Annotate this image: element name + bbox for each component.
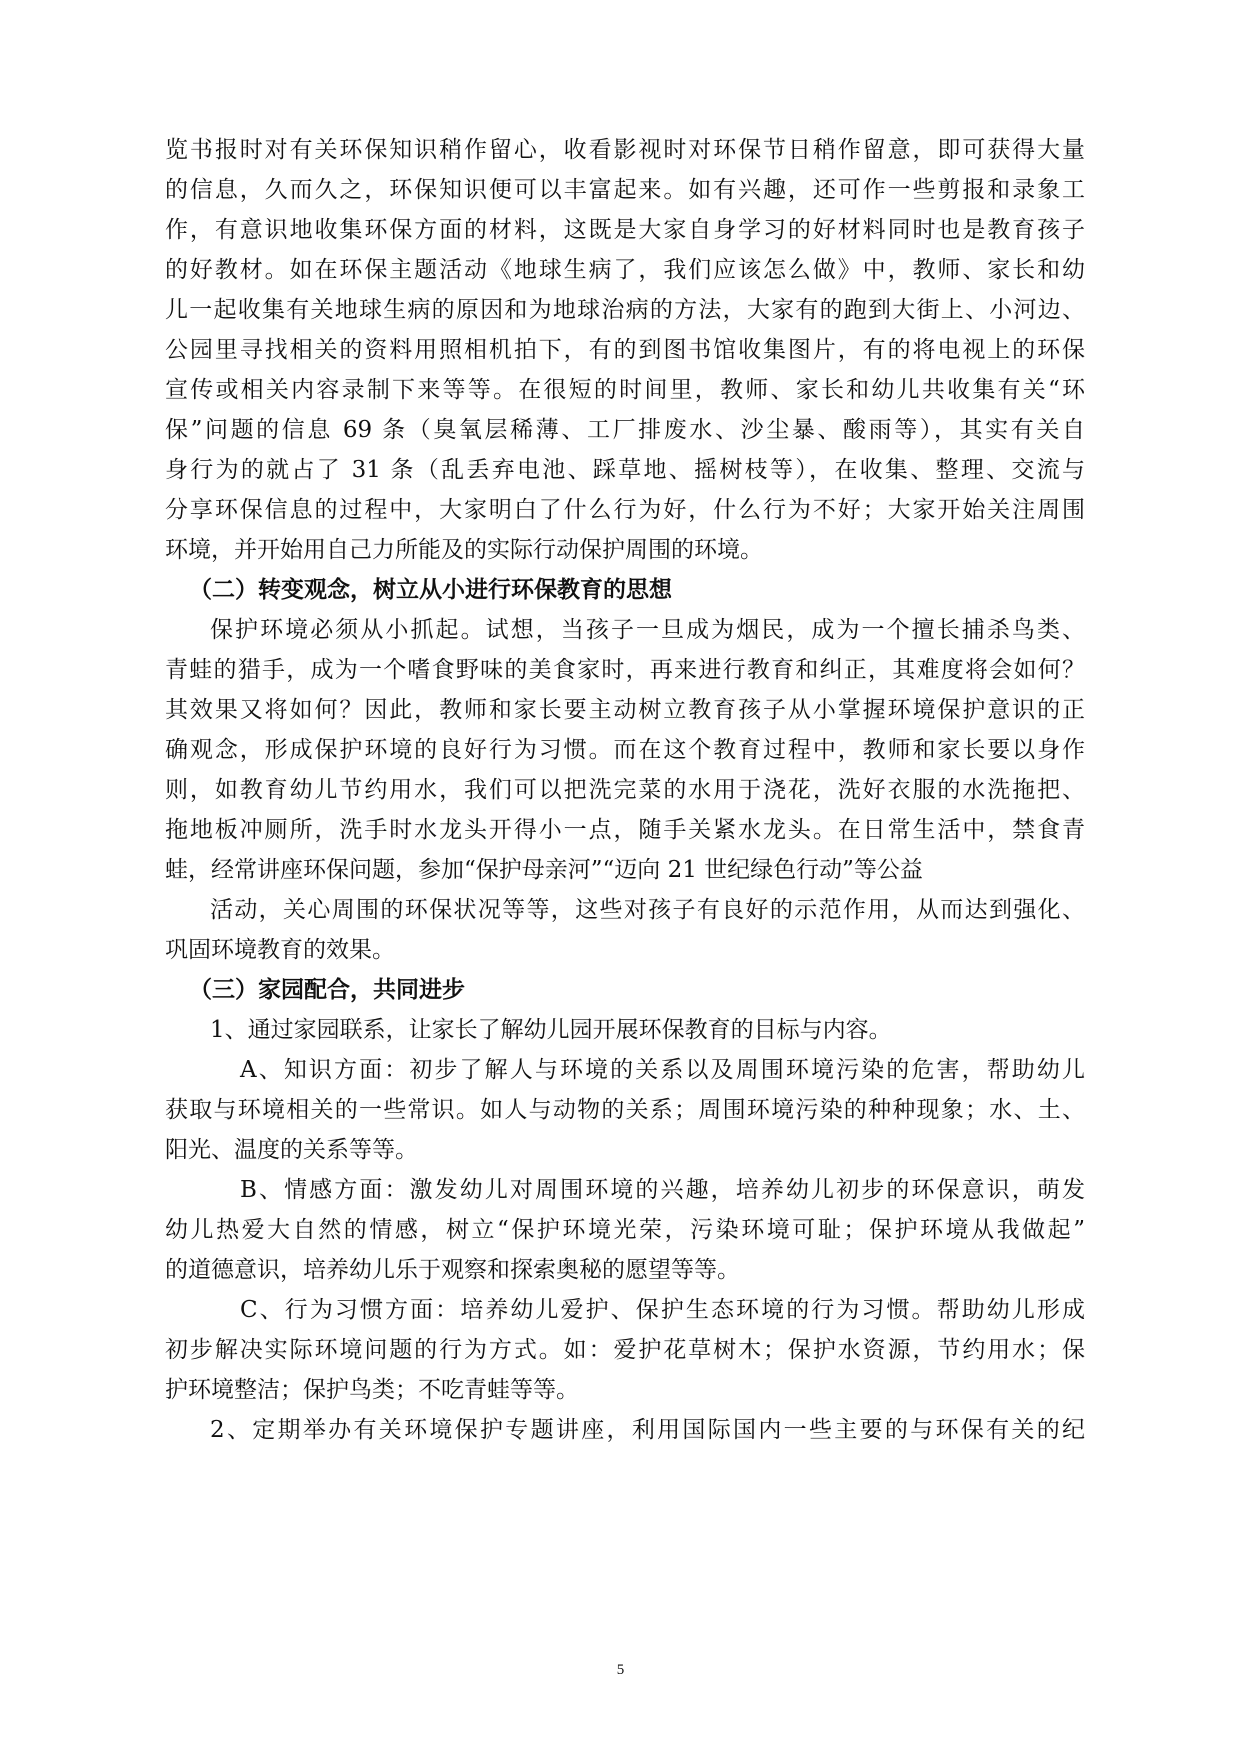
text-line: 获取与环境相关的一些常识。如人与动物的关系；周围环境污染的种种现象；水、土、 [165,1097,1085,1123]
text-line: 作，有意识地收集环保方面的材料，这既是大家自身学习的好材料同时也是教育孩子 [165,217,1085,243]
text-line: 儿一起收集有关地球生病的原因和为地球治病的方法，大家有的跑到大街上、小河边、 [165,297,1085,323]
text-line: 宣传或相关内容录制下来等等。在很短的时间里，教师、家长和幼儿共收集有关“环 [165,377,1085,403]
text-line: 阳光、温度的关系等等。 [165,1137,418,1163]
page-number: 5 [616,1662,625,1678]
text-line: 巩固环境教育的效果。 [165,937,395,963]
text-line: 身行为的就占了 31 条（乱丢弃电池、踩草地、摇树枝等），在收集、整理、交流与 [165,457,1085,483]
text-line: 览书报时对有关环保知识稍作留心，收看影视时对环保节日稍作留意，即可获得大量 [165,137,1085,163]
text-line: A、知识方面：初步了解人与环境的关系以及周围环境污染的危害，帮助幼儿 [240,1057,1085,1083]
text-line: 蛙，经常讲座环保问题，参加“保护母亲河”“迈向 21 世纪绿色行动”等公益 [165,857,923,883]
text-line: 其效果又将如何？因此，教师和家长要主动树立教育孩子从小掌握环境保护意识的正 [165,697,1085,723]
text-line: 公园里寻找相关的资料用照相机拍下，有的到图书馆收集图片，有的将电视上的环保 [165,337,1085,363]
text-line: 活动，关心周围的环保状况等等，这些对孩子有良好的示范作用，从而达到强化、 [210,897,1085,923]
text-line: 的好教材。如在环保主题活动《地球生病了，我们应该怎么做》中，教师、家长和幼 [165,257,1085,283]
text-line: B、情感方面：激发幼儿对周围环境的兴趣，培养幼儿初步的环保意识，萌发 [240,1177,1085,1203]
text-line: 的信息，久而久之，环保知识便可以丰富起来。如有兴趣，还可作一些剪报和录象工 [165,177,1085,203]
text-line: C、行为习惯方面：培养幼儿爱护、保护生态环境的行为习惯。帮助幼儿形成 [240,1297,1085,1323]
text-line: 的道德意识，培养幼儿乐于观察和探索奥秘的愿望等等。 [165,1257,740,1283]
text-line: 保”问题的信息 69 条（臭氧层稀薄、工厂排废水、沙尘暴、酸雨等），其实有关自 [165,417,1085,443]
text-line: 则，如教育幼儿节约用水，我们可以把洗完菜的水用于浇花，洗好衣服的水洗拖把、 [165,777,1085,803]
text-line: 幼儿热爱大自然的情感，树立“保护环境光荣，污染环境可耻；保护环境从我做起” [165,1217,1085,1243]
text-line: 确观念，形成保护环境的良好行为习惯。而在这个教育过程中，教师和家长要以身作 [165,737,1085,763]
text-line: 青蛙的猎手，成为一个嗜食野味的美食家时，再来进行教育和纠正，其难度将会如何？ [165,657,1085,683]
text-line: 环境，并开始用自己力所能及的实际行动保护周围的环境。 [165,537,763,563]
text-line: 2、定期举办有关环境保护专题讲座，利用国际国内一些主要的与环保有关的纪 [210,1417,1085,1443]
section-heading: （二）转变观念，树立从小进行环保教育的思想 [189,577,672,603]
text-line: 保护环境必须从小抓起。试想，当孩子一旦成为烟民，成为一个擅长捕杀鸟类、 [210,617,1085,643]
text-line: 1、通过家园联系，让家长了解幼儿园开展环保教育的目标与内容。 [210,1017,892,1043]
section-heading: （三）家园配合，共同进步 [189,977,465,1003]
text-line: 护环境整洁；保护鸟类；不吃青蛙等等。 [165,1377,579,1403]
text-line: 分享环保信息的过程中，大家明白了什么行为好，什么行为不好；大家开始关注周围 [165,497,1085,523]
text-line: 拖地板冲厕所，洗手时水龙头开得小一点，随手关紧水龙头。在日常生活中，禁食青 [165,817,1085,843]
text-line: 初步解决实际环境问题的行为方式。如：爱护花草树木；保护水资源，节约用水；保 [165,1337,1085,1363]
